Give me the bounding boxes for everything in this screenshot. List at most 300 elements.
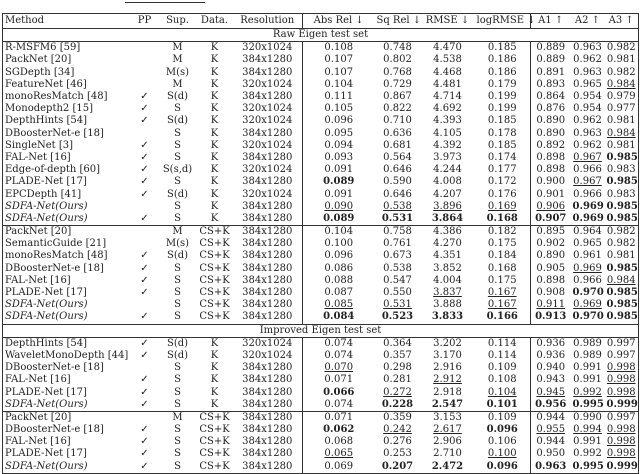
- table-row: [3, 140, 639, 152]
- resolution: 384x1280: [242, 274, 293, 286]
- metric-value: 0.281: [383, 374, 412, 386]
- method-name: PLADE-Net [17]: [5, 287, 87, 299]
- section-title: Improved Eigen test set: [3, 324, 639, 337]
- resolution: 384x1280: [242, 311, 293, 323]
- metric-value: 0.104: [487, 386, 517, 398]
- metric-value: 0.898: [531, 275, 571, 287]
- pp-checkmark: ✓: [140, 448, 149, 460]
- resolution: 384x1280: [242, 262, 293, 274]
- metric-value: 0.954: [573, 91, 602, 103]
- metric-value: 4.538: [433, 54, 462, 66]
- resolution: 320x1024: [242, 164, 293, 176]
- metric-value: 0.895: [531, 226, 571, 239]
- method-name: PLADE-Net [17]: [5, 448, 87, 460]
- method-name: Edge-of-depth [60]: [5, 164, 101, 176]
- supervision: S: [174, 386, 181, 398]
- metric-value: 0.108: [303, 42, 375, 55]
- metric-value: 0.272: [383, 386, 412, 398]
- method-name: DBoosterNet-e [18]: [5, 262, 104, 274]
- metric-value: 4.207: [433, 188, 462, 200]
- metric-value: 0.761: [383, 238, 412, 250]
- supervision: S: [174, 460, 181, 472]
- metric-value: 0.908: [531, 287, 571, 299]
- metric-value: 3.852: [433, 262, 462, 274]
- supervision: S: [174, 311, 181, 323]
- table-row: [3, 201, 639, 213]
- metric-value: 4.692: [433, 103, 462, 115]
- metric-value: 0.104: [303, 79, 375, 91]
- metric-value: 0.768: [383, 66, 412, 78]
- supervision: M: [172, 54, 183, 66]
- supervision: S: [174, 299, 181, 311]
- metric-value: 0.969: [572, 200, 604, 212]
- metric-value: 0.199: [487, 103, 517, 115]
- table-row: [3, 79, 639, 91]
- metric-value: 0.961: [573, 250, 602, 262]
- metric-value: 0.981: [606, 54, 636, 66]
- metric-value: 0.182: [475, 226, 531, 239]
- table-row: [3, 362, 639, 374]
- pp-checkmark: ✓: [140, 188, 149, 200]
- pp-checkmark: ✓: [140, 436, 149, 448]
- resolution: 384x1280: [242, 374, 293, 386]
- metric-value: 0.176: [487, 188, 517, 200]
- resolution: 320x1024: [242, 103, 293, 115]
- table-row: [3, 238, 639, 250]
- metric-value: 0.071: [303, 411, 375, 424]
- metric-value: 0.876: [531, 103, 571, 115]
- metric-value: 0.995: [572, 398, 604, 410]
- metric-value: 0.983: [606, 164, 636, 176]
- pp-checkmark: [131, 67, 159, 79]
- resolution: 384x1280: [242, 460, 293, 472]
- metric-value: 0.963: [573, 66, 602, 78]
- metric-value: 0.169: [487, 200, 517, 212]
- metric-value: 0.088: [303, 275, 375, 287]
- metric-value: 3.888: [433, 299, 462, 311]
- metric-value: 0.822: [383, 103, 412, 115]
- metric-value: 0.359: [375, 411, 421, 424]
- metric-value: 0.166: [486, 311, 518, 323]
- method-name: FAL-Net [16]: [5, 374, 71, 386]
- supervision: S: [174, 103, 181, 115]
- method-name: DepthHints [54]: [5, 337, 88, 349]
- supervision: M: [172, 42, 183, 54]
- metric-value: 3.170: [433, 349, 462, 361]
- method-name: FAL-Net [16]: [5, 151, 71, 163]
- metric-value: 0.538: [383, 262, 412, 274]
- metric-value: 0.100: [303, 238, 375, 250]
- metric-value: 0.094: [303, 140, 375, 152]
- dataset: K: [210, 103, 219, 115]
- supervision: S: [174, 448, 181, 460]
- method-name: DBoosterNet-e [18]: [5, 127, 104, 139]
- table-row: [3, 54, 639, 66]
- metric-value: 0.096: [486, 424, 518, 436]
- pp-checkmark: [131, 411, 159, 424]
- dataset: CS+K: [199, 448, 230, 460]
- metric-value: 0.907: [531, 213, 571, 226]
- metric-value: 0.981: [606, 250, 636, 262]
- pp-checkmark: [131, 42, 159, 55]
- pp-checkmark: ✓: [140, 460, 149, 472]
- metric-value: 4.470: [433, 42, 462, 54]
- resolution: 384x1280: [242, 200, 293, 212]
- metric-value: 0.913: [531, 311, 571, 324]
- metric-value: 0.106: [487, 436, 517, 448]
- column-header: Method: [3, 14, 131, 29]
- column-header: Abs Rel ↓: [303, 14, 375, 29]
- dataset: CS+K: [199, 436, 230, 448]
- metric-value: 0.981: [606, 115, 636, 127]
- metric-value: 0.898: [531, 152, 571, 164]
- dataset: K: [210, 91, 219, 103]
- metric-value: 0.867: [383, 91, 412, 103]
- supervision: S: [174, 127, 181, 139]
- method-name: SGDepth [34]: [5, 66, 75, 78]
- metric-value: 0.962: [573, 54, 602, 66]
- metric-value: 0.969: [573, 262, 602, 274]
- metric-value: 0.956: [531, 399, 571, 412]
- metric-value: 0.172: [487, 176, 517, 188]
- dataset: K: [210, 164, 219, 176]
- metric-value: 0.086: [303, 263, 375, 275]
- metric-value: 0.955: [531, 424, 571, 436]
- metric-value: 0.911: [531, 299, 571, 311]
- metric-value: 0.100: [487, 448, 517, 460]
- metric-value: 0.967: [573, 176, 602, 188]
- resolution: 384x1280: [242, 176, 293, 188]
- metric-value: 0.966: [573, 164, 602, 176]
- metric-value: 0.357: [383, 349, 412, 361]
- table-row: [3, 188, 639, 200]
- metric-value: 0.889: [531, 54, 571, 66]
- metric-value: 0.936: [531, 350, 571, 362]
- supervision: S: [174, 424, 181, 436]
- metric-value: 0.985: [606, 311, 638, 323]
- metric-value: 0.890: [531, 128, 571, 140]
- table-row: [3, 213, 639, 226]
- pp-checkmark: ✓: [140, 262, 149, 274]
- table-row: [3, 275, 639, 287]
- supervision: S(d): [166, 188, 189, 200]
- metric-value: 0.998: [606, 448, 636, 460]
- metric-value: 0.729: [383, 78, 412, 90]
- metric-value: 0.062: [303, 424, 375, 436]
- metric-value: 0.074: [303, 350, 375, 362]
- table-row: [3, 299, 639, 311]
- table-row: [3, 399, 639, 412]
- metric-value: 0.985: [606, 299, 638, 311]
- column-header: Resolution: [233, 14, 303, 29]
- resolution: 320x1024: [242, 349, 293, 361]
- supervision: S: [174, 262, 181, 274]
- metric-value: 0.538: [383, 200, 412, 212]
- header-row: [3, 14, 639, 29]
- method-name: EPCDepth [41]: [5, 188, 82, 200]
- method-name: Monodepth2 [15]: [5, 103, 93, 115]
- metric-value: 0.748: [383, 42, 412, 54]
- pp-checkmark: ✓: [140, 349, 149, 361]
- table-row: [3, 386, 639, 398]
- resolution: 384x1280: [242, 448, 293, 460]
- method-name: SDFA-Net(Ours): [5, 212, 88, 224]
- column-header: A3 ↑: [605, 14, 639, 29]
- metric-value: 0.893: [531, 79, 571, 91]
- resolution: 384x1280: [233, 411, 303, 424]
- dataset: CS+K: [197, 411, 233, 424]
- resolution: 384x1280: [242, 66, 293, 78]
- metric-value: 4.008: [433, 176, 462, 188]
- resolution: 320x1024: [242, 42, 293, 54]
- metric-value: 0.985: [606, 176, 638, 188]
- metric-value: 0.892: [531, 140, 571, 152]
- resolution: 384x1280: [242, 91, 293, 103]
- metric-value: 0.085: [303, 299, 375, 311]
- metric-value: 3.833: [431, 311, 464, 323]
- metric-value: 0.966: [573, 188, 602, 200]
- column-header: Data.: [197, 14, 233, 29]
- table-row: [3, 424, 639, 436]
- metric-value: 0.531: [381, 212, 414, 224]
- metric-value: 0.177: [487, 164, 517, 176]
- metric-value: 0.963: [531, 461, 571, 474]
- metric-value: 3.153: [421, 411, 475, 424]
- metric-value: 0.253: [383, 448, 412, 460]
- metric-value: 0.985: [606, 212, 638, 224]
- pp-checkmark: ✓: [140, 91, 149, 103]
- metric-value: 0.994: [573, 424, 602, 436]
- metric-value: 0.985: [606, 200, 638, 212]
- metric-value: 0.710: [383, 115, 412, 127]
- metric-value: 3.864: [431, 212, 464, 224]
- metric-value: 4.244: [433, 164, 462, 176]
- metric-value: 4.004: [433, 274, 462, 286]
- resolution: 384x1280: [242, 436, 293, 448]
- metric-value: 0.992: [573, 386, 602, 398]
- column-header: Sup.: [159, 14, 197, 29]
- metric-value: 0.997: [605, 411, 639, 424]
- metric-value: 0.983: [606, 188, 636, 200]
- dataset: K: [210, 337, 219, 349]
- metric-value: 4.392: [433, 139, 462, 151]
- metric-value: 0.228: [381, 398, 414, 410]
- supervision: S: [174, 139, 181, 151]
- table-row: [3, 42, 639, 55]
- supervision: S: [174, 151, 181, 163]
- pp-checkmark: ✓: [140, 164, 149, 176]
- metric-value: 4.393: [433, 115, 462, 127]
- metric-value: 3.202: [433, 337, 462, 349]
- metric-value: 0.989: [573, 349, 602, 361]
- metric-value: 0.962: [573, 139, 602, 151]
- dataset: K: [210, 398, 219, 410]
- supervision: S(d): [166, 91, 189, 103]
- pp-checkmark: [131, 54, 159, 66]
- metric-value: 4.468: [433, 66, 462, 78]
- supervision: S: [174, 374, 181, 386]
- metric-value: 0.070: [303, 362, 375, 374]
- metric-value: 3.896: [433, 200, 462, 212]
- pp-checkmark: ✓: [140, 386, 149, 398]
- metric-value: 0.991: [573, 374, 602, 386]
- pp-checkmark: [131, 128, 159, 140]
- method-name: FAL-Net [16]: [5, 274, 71, 286]
- metric-value: 0.298: [383, 362, 412, 374]
- supervision: M(s): [165, 238, 190, 250]
- pp-checkmark: ✓: [140, 274, 149, 286]
- dataset: CS+K: [199, 287, 230, 299]
- metric-value: 0.898: [531, 164, 571, 176]
- metric-value: 0.066: [303, 386, 375, 398]
- pp-checkmark: ✓: [140, 374, 149, 386]
- column-header: RMSE ↓: [421, 14, 475, 29]
- metric-value: 0.531: [383, 299, 412, 311]
- supervision: M(s): [165, 66, 190, 78]
- table-row: [3, 91, 639, 103]
- table-row: [3, 103, 639, 115]
- table-row: [3, 164, 639, 176]
- metric-value: 0.091: [303, 164, 375, 176]
- supervision: M: [172, 78, 183, 90]
- table-row: [3, 411, 639, 424]
- metric-value: 0.802: [383, 54, 412, 66]
- method-name: DBoosterNet-e [18]: [5, 362, 104, 374]
- metric-value: 0.681: [383, 139, 412, 151]
- method-name: SDFA-Net(Ours): [5, 398, 88, 410]
- resolution: 384x1280: [242, 386, 293, 398]
- metric-value: 0.970: [572, 311, 604, 323]
- dataset: CS+K: [199, 460, 230, 472]
- table-row: [3, 152, 639, 164]
- pp-checkmark: ✓: [140, 115, 149, 127]
- metric-value: 0.891: [531, 67, 571, 79]
- resolution: 384x1280: [242, 250, 293, 262]
- pp-checkmark: ✓: [140, 103, 149, 115]
- metric-value: 2.918: [433, 386, 462, 398]
- section-header-row: [3, 29, 639, 42]
- resolution: 384x1280: [242, 398, 293, 410]
- metric-value: 0.186: [487, 66, 517, 78]
- pp-checkmark: ✓: [140, 311, 149, 323]
- metric-value: 2.472: [431, 460, 464, 472]
- resolution: 384x1280: [242, 238, 293, 250]
- metric-value: 0.944: [531, 411, 571, 424]
- resolution: 384x1280: [242, 212, 293, 224]
- metric-value: 0.967: [573, 151, 602, 163]
- metric-value: 0.646: [383, 164, 412, 176]
- table-row: [3, 448, 639, 460]
- metric-value: 0.071: [303, 374, 375, 386]
- resolution: 384x1280: [242, 424, 293, 436]
- metric-value: 0.095: [303, 128, 375, 140]
- column-header: A1 ↑: [531, 14, 571, 29]
- metric-value: 0.984: [606, 127, 636, 139]
- supervision: S(d): [166, 349, 189, 361]
- metric-value: 0.175: [487, 238, 517, 250]
- metric-value: 0.982: [606, 42, 636, 54]
- metric-value: 0.084: [303, 311, 375, 324]
- metric-value: 0.276: [383, 436, 412, 448]
- metric-value: 0.998: [606, 424, 636, 436]
- method-name: SemanticGuide [21]: [5, 238, 107, 250]
- method-name: SDFA-Net(Ours): [5, 460, 88, 472]
- metric-value: 0.992: [573, 448, 602, 460]
- dataset: CS+K: [199, 299, 230, 311]
- metric-value: 0.184: [487, 250, 517, 262]
- supervision: S: [174, 436, 181, 448]
- dataset: CS+K: [199, 238, 230, 250]
- dataset: K: [210, 115, 219, 127]
- metric-value: 0.207: [381, 460, 414, 472]
- method-name: R-MSFM6 [59]: [5, 42, 81, 54]
- metric-value: 4.386: [421, 226, 475, 239]
- dataset: K: [210, 78, 219, 90]
- metric-value: 0.984: [606, 274, 636, 286]
- metric-value: 0.981: [606, 139, 636, 151]
- method-name: PLADE-Net [17]: [5, 386, 87, 398]
- supervision: S(s,d): [162, 164, 193, 176]
- resolution: 384x1280: [242, 54, 293, 66]
- metric-value: 0.969: [573, 299, 602, 311]
- metric-value: 0.963: [573, 42, 602, 54]
- column-header: A2 ↑: [571, 14, 605, 29]
- metric-value: 0.074: [303, 399, 375, 412]
- metric-value: 4.351: [433, 250, 462, 262]
- dataset: CS+K: [199, 250, 230, 262]
- caption-rule-fragment: [125, 2, 205, 3]
- table-row: [3, 176, 639, 188]
- metric-value: 0.109: [475, 411, 531, 424]
- metric-value: 0.982: [605, 226, 639, 239]
- metric-value: 0.107: [303, 67, 375, 79]
- table-row: [3, 461, 639, 474]
- dataset: K: [210, 139, 219, 151]
- dataset: K: [210, 200, 219, 212]
- metric-value: 0.242: [383, 424, 412, 436]
- metric-value: 0.175: [487, 274, 517, 286]
- table-row: [3, 436, 639, 448]
- resolution: 384x1280: [233, 226, 303, 239]
- metric-value: 0.970: [572, 287, 604, 299]
- metric-value: 0.985: [606, 262, 638, 274]
- resolution: 320x1024: [242, 188, 293, 200]
- metric-value: 0.590: [383, 176, 412, 188]
- metric-value: 0.963: [573, 127, 602, 139]
- metric-value: 3.973: [433, 151, 462, 163]
- metric-value: 0.969: [572, 212, 604, 224]
- metric-value: 0.646: [383, 188, 412, 200]
- dataset: K: [210, 66, 219, 78]
- pp-checkmark: ✓: [140, 424, 149, 436]
- metric-value: 0.995: [572, 460, 604, 472]
- method-name: PackNet [20]: [3, 226, 131, 239]
- metric-value: 0.900: [531, 176, 571, 188]
- metric-value: 0.905: [531, 263, 571, 275]
- resolution: 384x1280: [242, 287, 293, 299]
- method-name: PackNet [20]: [3, 411, 131, 424]
- method-name: SingleNet [3]: [5, 139, 74, 151]
- metric-value: 0.179: [487, 78, 517, 90]
- metric-value: 0.998: [606, 374, 636, 386]
- method-name: FeatureNet [46]: [5, 78, 87, 90]
- metric-value: 2.906: [433, 436, 462, 448]
- table-row: [3, 374, 639, 386]
- supervision: M: [159, 411, 197, 424]
- method-name: DepthHints [54]: [5, 115, 88, 127]
- supervision: S: [174, 362, 181, 374]
- metric-value: 0.985: [606, 287, 638, 299]
